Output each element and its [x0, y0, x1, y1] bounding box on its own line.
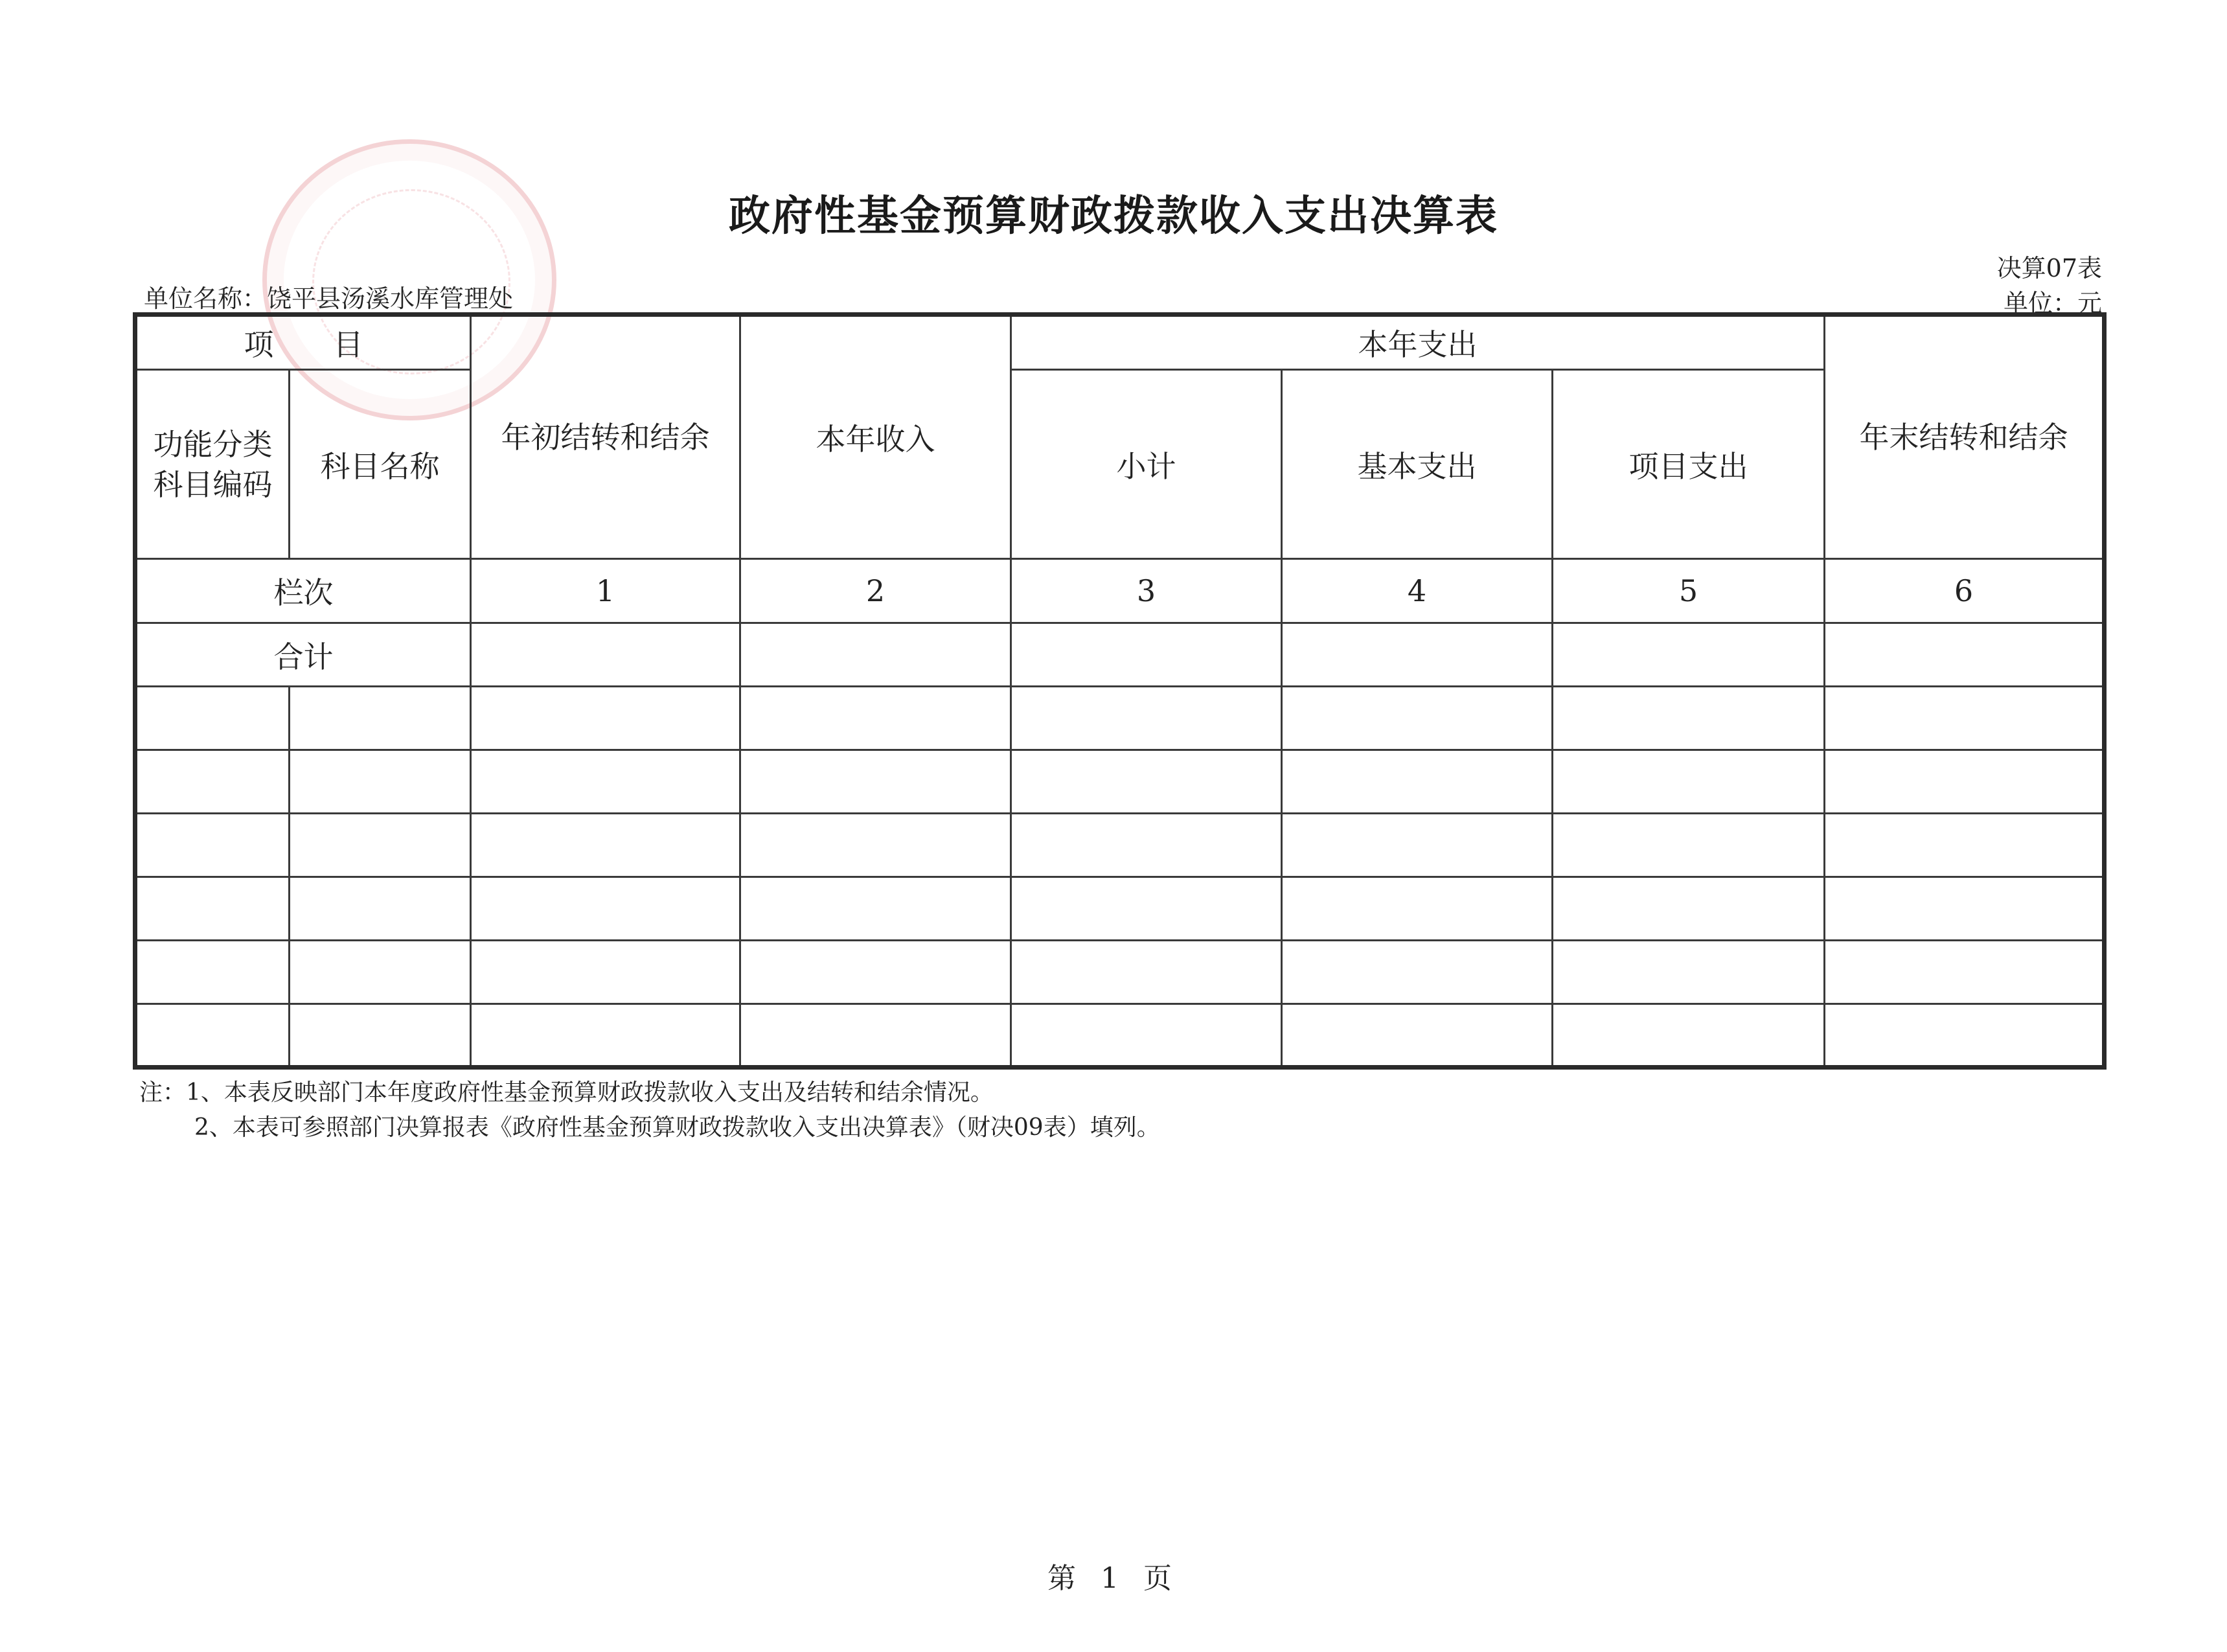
table-row: [135, 941, 2105, 1004]
table-cell: [740, 814, 1011, 877]
column-row-label: 栏次: [135, 559, 471, 623]
table-cell: [471, 750, 740, 814]
table-cell: [740, 623, 1011, 687]
table-cell: [290, 1004, 471, 1068]
note-1: 注：1、本表反映部门本年度政府性基金预算财政拨款收入支出及结转和结余情况。: [139, 1079, 994, 1106]
page-number: 第 1 页: [1047, 1562, 1180, 1595]
table-cell: [1011, 750, 1282, 814]
table-cell: [135, 877, 290, 941]
table-row: [135, 750, 2105, 814]
table-cell: [740, 941, 1011, 1004]
table-cell: [290, 750, 471, 814]
column-number: 2: [740, 559, 1011, 623]
table-row: [135, 814, 2105, 877]
column-number: 6: [1825, 559, 2105, 623]
form-code: 决算07表: [1996, 254, 2102, 282]
table-cell: [1825, 941, 2105, 1004]
header-row-2: [135, 370, 2105, 559]
total-row: [135, 623, 2105, 687]
header-begin-balance: 年初结转和结余: [471, 315, 740, 559]
table-cell: [1011, 877, 1282, 941]
header-func-code: 功能分类 科目编码: [135, 370, 290, 559]
table-cell: [1011, 814, 1282, 877]
table-cell: [1825, 687, 2105, 750]
header-row-1: [135, 315, 2105, 370]
table-cell: [290, 814, 471, 877]
table-cell: [135, 941, 290, 1004]
table-cell: [1282, 877, 1553, 941]
column-number-row: [135, 559, 2105, 623]
header-income: 本年收入: [740, 315, 1011, 559]
table-cell: [740, 750, 1011, 814]
table-cell: [1553, 687, 1825, 750]
table-cell: [1282, 814, 1553, 877]
table-cell: [1282, 750, 1553, 814]
table-cell: [1825, 814, 2105, 877]
table-cell: [135, 750, 290, 814]
table-row: [135, 687, 2105, 750]
table-cell: [135, 814, 290, 877]
currency-unit: 单位：元: [2003, 289, 2102, 317]
table-cell: [1553, 750, 1825, 814]
table-cell: [135, 687, 290, 750]
table-cell: [1825, 877, 2105, 941]
table-cell: [471, 687, 740, 750]
table-cell: [471, 1004, 740, 1068]
table-cell: [1553, 814, 1825, 877]
table-cell: [740, 877, 1011, 941]
header-end-balance: 年末结转和结余: [1825, 315, 2105, 559]
table-cell: [1825, 750, 2105, 814]
table-cell: [1825, 1004, 2105, 1068]
organization-name: 单位名称：饶平县汤溪水库管理处: [144, 284, 514, 313]
column-number: 5: [1553, 559, 1825, 623]
total-label: 合计: [135, 623, 471, 687]
column-number: 4: [1282, 559, 1553, 623]
table-cell: [471, 877, 740, 941]
table-cell: [1282, 687, 1553, 750]
budget-table: [133, 312, 2107, 1070]
table-cell: [740, 1004, 1011, 1068]
header-subject-name: 科目名称: [290, 370, 471, 559]
column-number: 1: [471, 559, 740, 623]
table-cell: [471, 814, 740, 877]
table-cell: [1011, 623, 1282, 687]
table-cell: [1011, 941, 1282, 1004]
table-cell: [135, 1004, 290, 1068]
note-2: 2、本表可参照部门决算报表《政府性基金预算财政拨款收入支出决算表》（财决09表）填列。: [194, 1114, 1160, 1141]
table-cell: [471, 941, 740, 1004]
table-cell: [471, 623, 740, 687]
table-cell: [1825, 623, 2105, 687]
table-cell: [1282, 941, 1553, 1004]
table-notes: [139, 1075, 1160, 1145]
column-number: 3: [1011, 559, 1282, 623]
table-cell: [290, 687, 471, 750]
header-subtotal: 小计: [1011, 370, 1282, 559]
table-cell: [1553, 623, 1825, 687]
table-cell: [1011, 1004, 1282, 1068]
table-cell: [1011, 687, 1282, 750]
table-cell: [1282, 1004, 1553, 1068]
document-title: 政府性基金预算财政拨款收入支出决算表: [729, 192, 1498, 240]
header-expense-group: 本年支出: [1011, 315, 1825, 370]
table-row: [135, 1004, 2105, 1068]
header-item: 项 目: [135, 315, 471, 370]
table-cell: [1553, 1004, 1825, 1068]
table-cell: [1553, 941, 1825, 1004]
table-cell: [1282, 623, 1553, 687]
header-project: 项目支出: [1553, 370, 1825, 559]
table-cell: [1553, 877, 1825, 941]
table-cell: [740, 687, 1011, 750]
header-basic: 基本支出: [1282, 370, 1553, 559]
table-cell: [290, 877, 471, 941]
table-cell: [290, 941, 471, 1004]
table-row: [135, 877, 2105, 941]
